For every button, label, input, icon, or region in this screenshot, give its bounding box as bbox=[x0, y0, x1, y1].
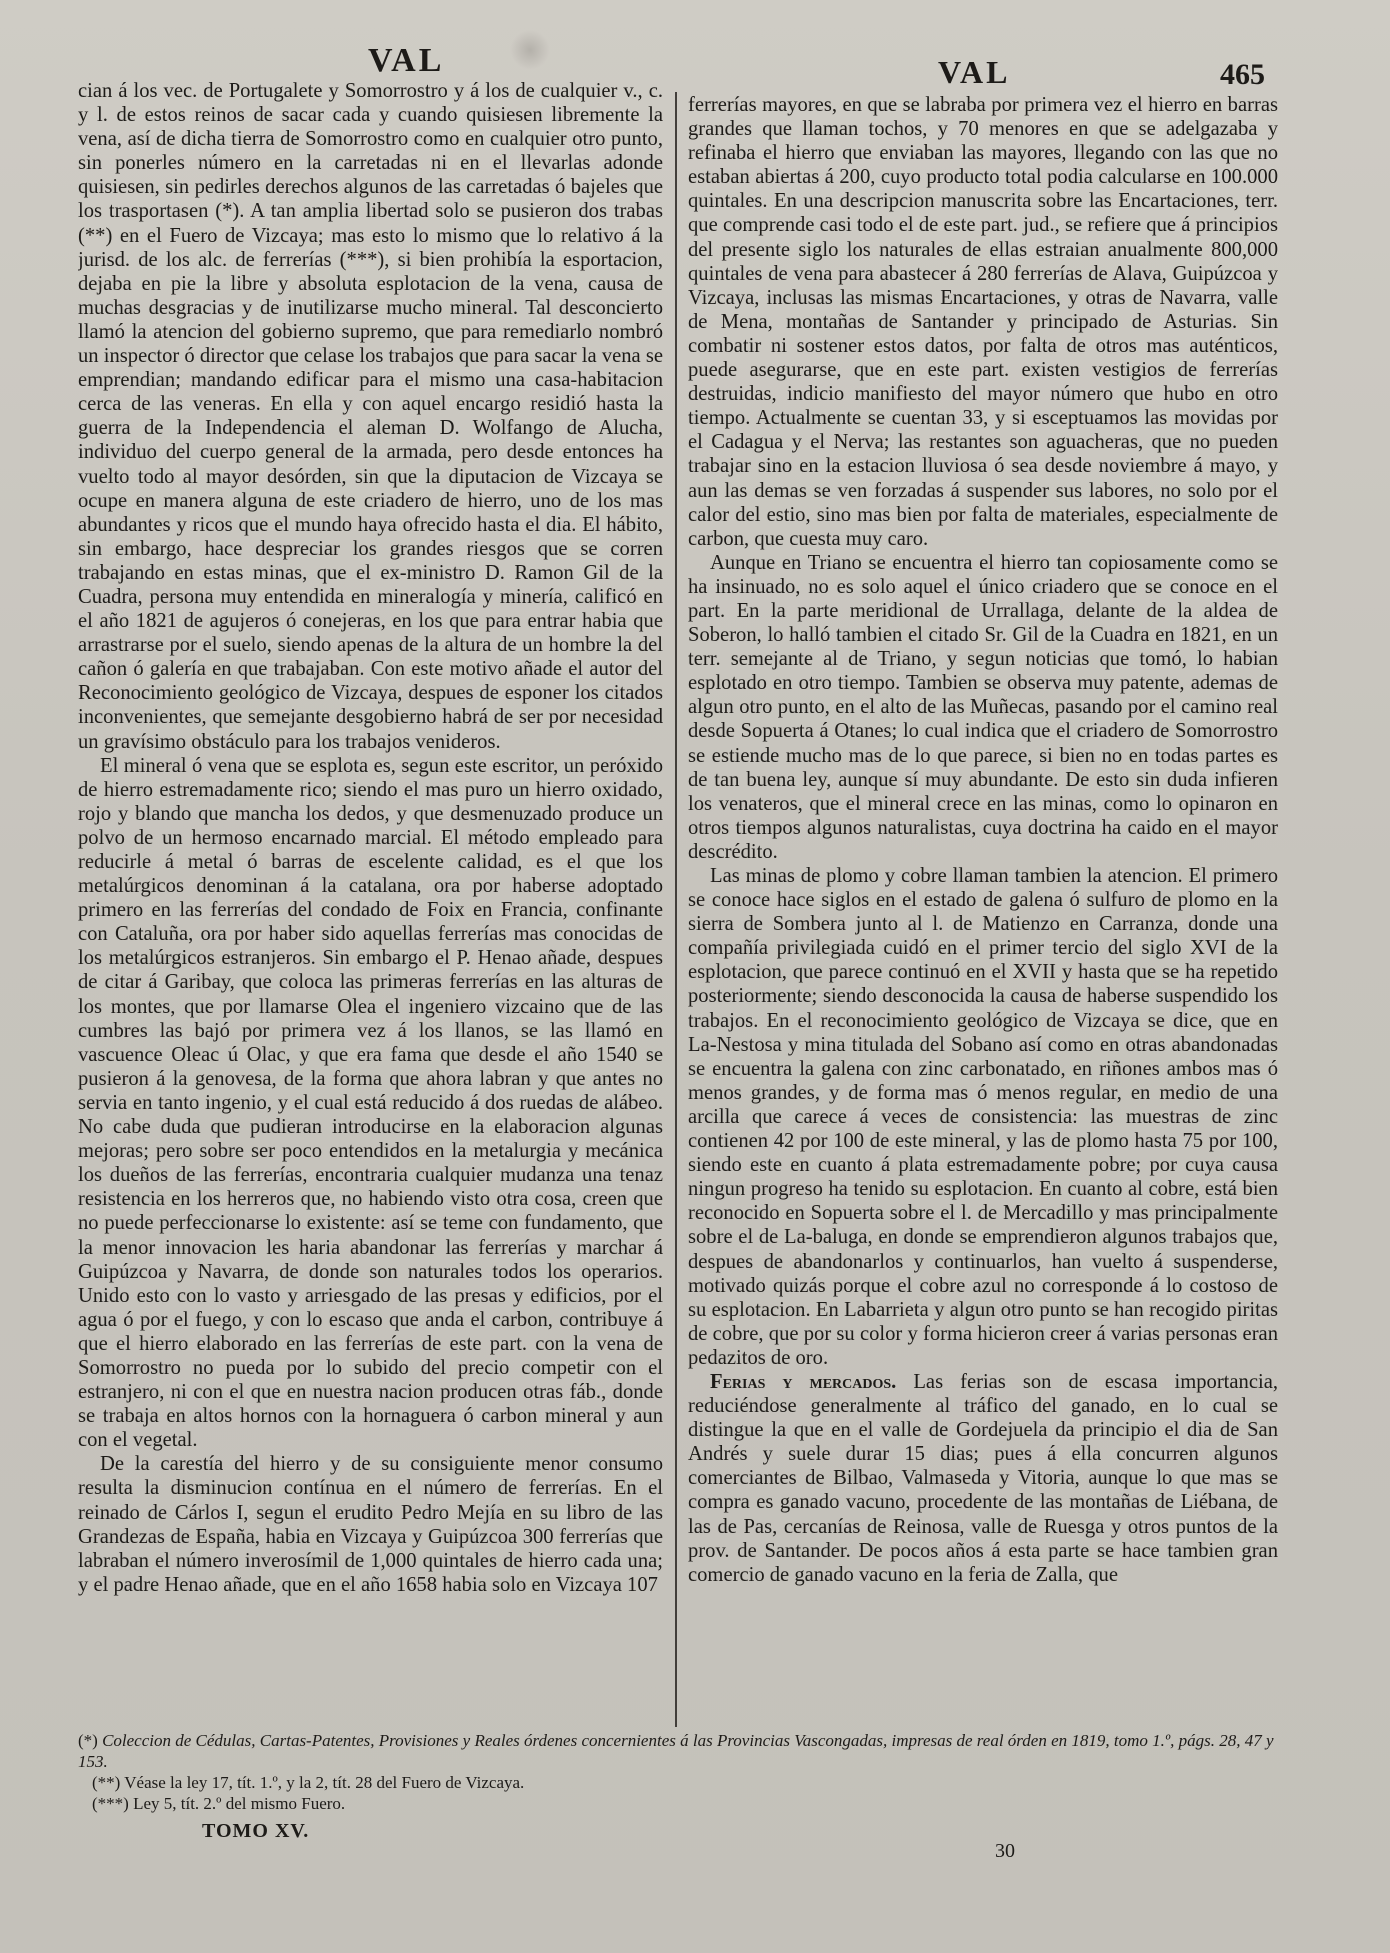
ink-stain bbox=[510, 30, 550, 70]
footnote-mark: (**) bbox=[92, 1773, 121, 1792]
left-column bbox=[78, 79, 663, 1724]
footnote-1 bbox=[78, 1730, 1278, 1772]
footnote-3 bbox=[78, 1793, 1278, 1814]
running-head-left: VAL bbox=[368, 42, 445, 79]
footnote-text: Ley 5, tít. 2.º del mismo Fuero. bbox=[133, 1794, 346, 1813]
ferias-text: Las ferias son de escasa importancia, reduciéndose generalmente al tráfico del ganado, en lo cual se distingue la que en el valle de Gordejuela da principio el dia de San Andrés y suele durar 15 dias; pues á ella concurren algunos comerciantes de Bilbao, Valmaseda y Vitoria, aunque lo que mas se compra es ganado vacuno, procedente de las montañas de Liébana, de las de Pas, cercanías de Reinosa, valle de Ruesga y otros puntos de la prov. de Santander. De pocos años á esta parte se hace tambien gran comercio de ganado vacuno en la feria de Zalla, que bbox=[688, 1370, 1278, 1586]
ferias-paragraph bbox=[688, 1370, 1278, 1587]
left-paragraph-1: cian á los vec. de Portugalete y Somorrostro y á los de cualquier v., c. y l. de estos reinos de sacar cada y cuando quisiesen libremente la vena, así de dicha tierra de Somorrostro como en cualquier otro punto, sin ponerles número en la carretadas ni en el llevarlas adonde quisiesen, sin pedirles derechos algunos de las carretadas ó bajeles que los trasportasen (*). A tan amplia libertad solo se pusieron dos trabas (**) en el Fuero de Vizcaya; mas esto lo mismo que lo relativo á la jurisd. de los alc. de ferrerías (***), si bien prohibía la esportacion, dejaba en pie la libre y absoluta esplotacion de la vena, causa de muchas desgracias y de inutilizarse mucho mineral. Tal desconcierto llamó la atencion del gobierno supremo, que para remediarlo nombró un inspector ó director que celase los trabajos que para sacar la vena se emprendian; mandando edificar para el mismo una casa-habitacion cerca de las veneras. En ella y con aquel encargo residió hasta la guerra de la Independencia el aleman D. Wolfango de Alucha, individuo del cuerpo general de la armada, pero desde entonces ha vuelto todo al mayor desórden, sin que la diputacion de Vizcaya se ocupe en manera alguna de este criadero de hierro, uno de los mas abundantes y ricos que el mundo haya ofrecido hasta el dia. El hábito, sin embargo, hace despreciar los grandes riesgos que se corren trabajando en estas minas, que el ex-ministro D. Ramon Gil de la Cuadra, persona muy entendida en mineralogía y minería, calificó en el año 1821 de agujeros ó conejeras, en los que para entrar habia que arrastrarse por el suelo, siendo apenas de la altura de un hombre la del cañon ó galería en que trabajaban. Con este motivo añade el autor del Reconocimiento geológico de Vizcaya, despues de esponer los citados inconvenientes, que semejante desgobierno habrá de ser por necesidad un gravísimo obstáculo para los trabajos venideros. bbox=[78, 80, 663, 753]
left-paragraph-3: De la carestía del hierro y de su consiguiente menor consumo resulta la disminucion contínua en el número de ferrerías. En el reinado de Cárlos I, segun el erudito Pedro Mejía en su libro de las Grandezas de España, habia en Vizcaya y Guipúzcoa 300 ferrerías que labraban el número inverosímil de 1,000 quintales de hierro cada una; y el padre Henao añade, que en el año 1658 habia solo en Vizcaya 107 bbox=[78, 1453, 663, 1596]
footnote-mark: (***) bbox=[92, 1794, 129, 1813]
ferias-heading: Ferias y mercados. bbox=[710, 1370, 897, 1393]
right-paragraph-1: ferrerías mayores, en que se labraba por primera vez el hierro en barras grandes que llaman tochos, y 70 menores en que se adelgazaba y refinaba el hierro que enviaban las mayores, llegando con las que no estaban abiertas á 200, cuyo producto total podia calcularse en 100.000 quintales. En una descripcion manuscrita sobre las Encartaciones, terr. que comprende casi todo el de este part. jud., se refiere que á principios del presente siglo los naturales de ellas estraian anualmente 800,000 quintales de vena para abastecer á 280 ferrerías de Alava, Guipúzcoa y Vizcaya, inclusas las mismas Encartaciones, y otras de Navarra, valle de Mena, montañas de Santander y principado de Asturias. Sin combatir ni sostener estos datos, por falta de otros mas auténticos, puede asegurarse, que en este part. existen vestigios de ferrerías destruidas, indicio manifiesto del mayor número que hubo en otro tiempo. Actualmente se cuentan 33, y si esceptuamos las movidas por el Cadagua y el Nerva; las restantes son aguacheras, que no pueden trabajar sino en la estacion lluviosa ó sea desde noviembre á mayo, y aun las demas se ven forzadas á suspender sus labores, no solo por el calor del estio, sino mas bien por falta de materiales, especialmente de carbon, que cuesta muy caro. bbox=[688, 94, 1278, 550]
signature-number: 30 bbox=[995, 1840, 1015, 1862]
right-paragraph-2: Aunque en Triano se encuentra el hierro tan copiosamente como se ha insinuado, no es solo aquel el único criadero que se conoce en el part. En la parte meridional de Urrallaga, delante de la aldea de Soberon, lo halló tambien el citado Sr. Gil de la Cuadra en 1821, en un terr. semejante al de Triano, y segun noticias que tomó, lo habian esplotado en otro tiempo. Tambien se observa muy patente, ademas de algun otro punto, en el alto de las Muñecas, pasando por el camino real desde Sopuerta á Otanes; lo cual indica que el criadero de Somorrostro se estiende mucho mas de lo que parece, si bien no en todas partes es de tan buena ley, aunque sí muy abundante. De esto sin duda infieren los venateros, que el mineral crece en las minas, como lo opinaron en otros tiempos algunos naturalistas, cuya doctrina ha caido en el mayor descrédito. bbox=[688, 551, 1278, 863]
page-number: 465 bbox=[1220, 58, 1265, 91]
running-head-right: VAL bbox=[938, 54, 1011, 90]
right-paragraph-3: Las minas de plomo y cobre llaman tambien la atencion. El primero se conoce hace siglos en el estado de galena ó sulfuro de plomo en la sierra de Sombera junto al l. de Matienzo en Carranza, donde una compañía privilegiada cuidó en el primer tercio del siglo XVI de la esplotacion, que parece continuó en el XVII y hasta que se ha repetido posteriormente; siendo desconocida la causa de haberse suspendido los trabajos. En el reconocimiento geológico de Vizcaya se dice, que en La-Nestosa y mina titulada del Sobano así como en otras abandonadas se encuentra la galena con zinc carbonatado, en riñones ambos mas ó menos grandes, y de forma mas ó menos regular, en medio de una arcilla que carece á veces de consistencia: las muestras de zinc contienen 42 por 100 de este mineral, y las de plomo hasta 75 por 100, siendo este en cuanto á plata estremadamente pobre; por cuya causa ningun progreso ha tenido su esplotacion. En cuanto al cobre, está bien reconocido en Sopuerta sobre el l. de Mercadillo y mas principalmente sobre el de La-baluga, en donde se emprendieron algunos trabajos que, despues de abandonarlos y continuarlos, han vuelto á suspenderse, motivado quizás porque el cobre azul no corresponde á lo costoso de su esplotacion. En Labarrieta y algun otro punto se han recogido piritas de cobre, que por su color y forma hicieron creer á varias personas eran pedazitos de oro. bbox=[688, 865, 1278, 1369]
column-divider bbox=[675, 92, 677, 1727]
footnotes bbox=[78, 1730, 1278, 1814]
volume-label: TOMO XV. bbox=[202, 1820, 310, 1842]
footnote-text: Véase la ley 17, tít. 1.º, y la 2, tít. 28 del Fuero de Vizcaya. bbox=[124, 1773, 525, 1792]
right-column bbox=[688, 93, 1278, 1738]
footnote-2 bbox=[78, 1772, 1278, 1793]
footnote-mark: (*) bbox=[78, 1731, 98, 1750]
footnote-text: Coleccion de Cédulas, Cartas-Patentes, Provisiones y Reales órdenes concernientes á las Provincias Vascongadas, impresas de real órden en 1819, tomo 1.º, págs. 28, 47 y 153. bbox=[78, 1731, 1274, 1771]
left-paragraph-2: El mineral ó vena que se esplota es, segun este escritor, un peróxido de hierro estremadamente rico; siendo el mas puro un hierro oxidado, rojo y blando que mancha los dedos, y que desmenuzado produce un polvo de un hermoso encarnado marcial. El método empleado para reducirle á metal ó barras de escelente calidad, es el que los metalúrgicos denominan á la catalana, ora por haberse adoptado primero en las ferrerías del condado de Foix en Francia, confinante con Cataluña, ora por haber sido aquellas ferrerías mas conocidas de los metalúrgicos estranjeros. Sin embargo el P. Henao añade, despues de citar á Garibay, que coloca las primeras ferrerías en las alturas de los montes, que por llamarse Olea el ingeniero vizcaino que de las cumbres las bajó por primera vez á los llanos, se las llamó en vascuence Oleac ú Olac, y que era fama que desde el año 1540 se pusieron á la genovesa, de la forma que ahora labran y que antes no servia en tanto ingenio, y el cual está reducido á dos ruedas de alábeo. No cabe duda que pudieran introducirse en la elaboracion algunas mejoras; pero sobre ser poco entendidos en la metalurgia y mecánica los dueños de las ferrerías, encontraria cualquier mudanza una tenaz resistencia en los herreros que, no habiendo visto otra cosa, creen que no puede perfeccionarse lo existente: así se teme con fundamento, que la menor innovacion les haria abandonar las ferrerías y marchar á Guipúzcoa y Navarra, de donde son naturales todos los operarios. Unido esto con lo vasto y arriesgado de las presas y edificios, por el agua ó por el fuego, y con lo escaso que anda el carbon, contribuye á que el hierro elaborado en las ferrerías de este part. con la vena de Somorrostro no pueda por lo subido del precio competir con el estranjero, ni con el que en nuestra nacion producen otras fáb., donde se trabaja en altos hornos con la hornaguera ó carbon mineral y aun con el vegetal. bbox=[78, 754, 663, 1452]
